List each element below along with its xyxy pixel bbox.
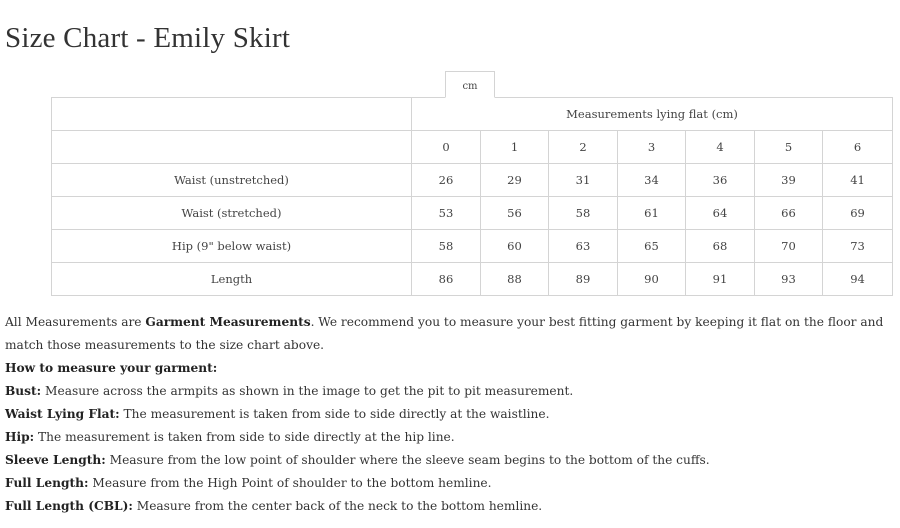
table-cell: 86 (412, 263, 481, 296)
table-cell: 69 (823, 197, 893, 230)
note-text: The measurement is taken from side to side directly at the hip line. (34, 430, 455, 444)
table-cell: 68 (686, 230, 755, 263)
empty-header-cell (52, 98, 412, 131)
note-item-waist (5, 403, 895, 426)
size-chart-table (51, 97, 893, 296)
group-header-cell: Measurements lying flat (cm) (412, 98, 893, 131)
note-term: Full Length (CBL): (5, 499, 133, 513)
how-to-heading: How to measure your garment: (5, 361, 218, 375)
table-cell: 90 (618, 263, 686, 296)
table-cell: 56 (481, 197, 549, 230)
table-row (52, 230, 893, 263)
note-term: Full Length: (5, 476, 89, 490)
note-text: Measure from the High Point of shoulder to the bottom hemline. (88, 476, 492, 490)
row-label: Waist (unstretched) (52, 164, 412, 197)
table-cell: 64 (686, 197, 755, 230)
table-row (52, 197, 893, 230)
table-cell: 41 (823, 164, 893, 197)
row-label: Waist (stretched) (52, 197, 412, 230)
intro-suffix: . We recommend you to measure your best fitting garment by keeping it flat on the floor and match those measurements to the size chart above. (5, 315, 884, 352)
note-term: Hip: (5, 430, 35, 444)
table-cell: 70 (755, 230, 823, 263)
table-cell: 66 (755, 197, 823, 230)
table-cell: 73 (823, 230, 893, 263)
intro-bold: Garment Measurements (145, 315, 311, 329)
note-item-full-length-cbl (5, 495, 895, 518)
note-term: Sleeve Length: (5, 453, 106, 467)
table-cell: 29 (481, 164, 549, 197)
table-cell: 61 (618, 197, 686, 230)
note-term: Waist Lying Flat: (5, 407, 120, 421)
size-header-cell: 4 (686, 131, 755, 164)
measurement-notes (5, 311, 895, 518)
table-cell: 65 (618, 230, 686, 263)
table-cell: 39 (755, 164, 823, 197)
table-cell: 91 (686, 263, 755, 296)
table-cell: 26 (412, 164, 481, 197)
intro-paragraph (5, 311, 895, 357)
size-header-row (52, 131, 893, 164)
size-header-cell: 6 (823, 131, 893, 164)
table-cell: 93 (755, 263, 823, 296)
note-item-hip (5, 426, 895, 449)
note-item-bust (5, 380, 895, 403)
table-cell: 60 (481, 230, 549, 263)
table-cell: 58 (549, 197, 618, 230)
empty-header-cell (52, 131, 412, 164)
note-item-full-length (5, 472, 895, 495)
note-text: Measure from the low point of shoulder where the sleeve seam begins to the bottom of the cuffs. (105, 453, 710, 467)
table-cell: 88 (481, 263, 549, 296)
table-cell: 36 (686, 164, 755, 197)
note-text: The measurement is taken from side to side directly at the waistline. (119, 407, 550, 421)
note-text: Measure from the center back of the neck to the bottom hemline. (132, 499, 543, 513)
size-header-cell: 1 (481, 131, 549, 164)
group-header-row (52, 98, 893, 131)
size-header-cell: 5 (755, 131, 823, 164)
size-header-cell: 3 (618, 131, 686, 164)
row-label: Length (52, 263, 412, 296)
table-cell: 89 (549, 263, 618, 296)
size-header-cell: 2 (549, 131, 618, 164)
table-cell: 53 (412, 197, 481, 230)
note-term: Bust: (5, 384, 42, 398)
note-text: Measure across the armpits as shown in the image to get the pit to pit measurement. (41, 384, 574, 398)
page-title: Size Chart - Emily Skirt (5, 22, 291, 54)
note-item-sleeve-length (5, 449, 895, 472)
intro-prefix: All Measurements are (5, 315, 146, 329)
row-label: Hip (9" below waist) (52, 230, 412, 263)
table-cell: 31 (549, 164, 618, 197)
table-row (52, 164, 893, 197)
table-row (52, 263, 893, 296)
size-header-cell: 0 (412, 131, 481, 164)
table-cell: 94 (823, 263, 893, 296)
table-cell: 63 (549, 230, 618, 263)
unit-tab-cm[interactable]: cm (445, 71, 495, 98)
table-cell: 58 (412, 230, 481, 263)
table-cell: 34 (618, 164, 686, 197)
